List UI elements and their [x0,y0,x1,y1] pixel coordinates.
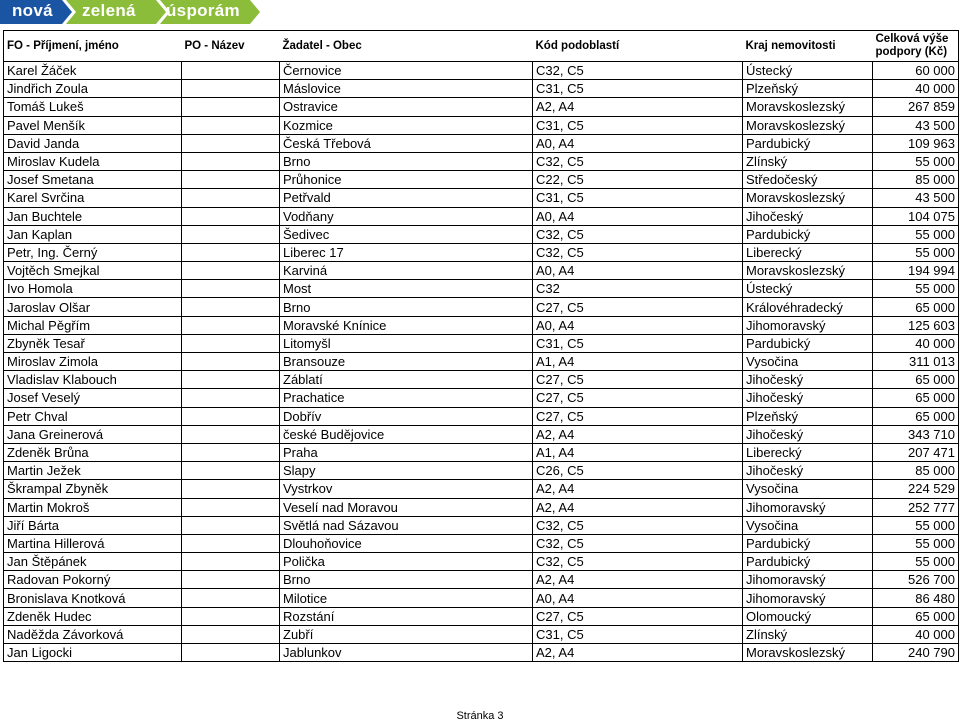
cell-municipality: české Budějovice [280,425,533,443]
table-row [4,189,959,207]
cell-total-support: 40 000 [873,334,959,352]
cell-po-name [182,298,280,316]
cell-subarea-code: C31, C5 [533,80,743,98]
cell-total-support: 65 000 [873,371,959,389]
cell-po-name [182,389,280,407]
subsidy-table [3,30,959,662]
table-row [4,62,959,80]
cell-subarea-code: C31, C5 [533,625,743,643]
header-fo-name: FO - Příjmení, jméno [4,31,182,62]
cell-fo-name: Martina Hillerová [4,534,182,552]
table-row [4,80,959,98]
cell-subarea-code: C27, C5 [533,407,743,425]
cell-municipality: Brno [280,298,533,316]
header-total-support: Celková výše podpory (Kč) [873,31,959,62]
cell-fo-name: Jaroslav Olšar [4,298,182,316]
cell-total-support: 55 000 [873,225,959,243]
cell-municipality: Máslovice [280,80,533,98]
cell-municipality: Kozmice [280,116,533,134]
cell-po-name [182,644,280,662]
table-row [4,262,959,280]
cell-subarea-code: C31, C5 [533,189,743,207]
cell-fo-name: Pavel Menšík [4,116,182,134]
cell-region: Ústecký [743,280,873,298]
cell-po-name [182,462,280,480]
cell-subarea-code: C32 [533,280,743,298]
table-row [4,353,959,371]
cell-subarea-code: C26, C5 [533,462,743,480]
logo-word-3: úsporám [166,1,240,20]
cell-fo-name: Naděžda Závorková [4,625,182,643]
cell-fo-name: Bronislava Knotková [4,589,182,607]
cell-total-support: 40 000 [873,625,959,643]
cell-region: Vysočina [743,516,873,534]
cell-fo-name: Michal Pěgřím [4,316,182,334]
cell-municipality: Milotice [280,589,533,607]
cell-total-support: 60 000 [873,62,959,80]
cell-region: Moravskoslezský [743,189,873,207]
table-row [4,298,959,316]
cell-region: Moravskoslezský [743,116,873,134]
cell-total-support: 343 710 [873,425,959,443]
cell-fo-name: Josef Smetana [4,171,182,189]
cell-municipality: Jablunkov [280,644,533,662]
table-row [4,389,959,407]
table-row [4,534,959,552]
table-row [4,152,959,170]
cell-po-name [182,225,280,243]
cell-fo-name: Petr, Ing. Černý [4,243,182,261]
cell-region: Pardubický [743,553,873,571]
table-row [4,243,959,261]
cell-municipality: Polička [280,553,533,571]
logo-word-1: nová [12,1,53,20]
cell-municipality: Litomyšl [280,334,533,352]
cell-total-support: 252 777 [873,498,959,516]
cell-po-name [182,625,280,643]
cell-total-support: 240 790 [873,644,959,662]
cell-region: Pardubický [743,225,873,243]
cell-total-support: 267 859 [873,98,959,116]
table-row [4,462,959,480]
cell-total-support: 207 471 [873,443,959,461]
cell-fo-name: Martin Mokroš [4,498,182,516]
cell-total-support: 85 000 [873,171,959,189]
cell-subarea-code: A2, A4 [533,480,743,498]
cell-po-name [182,152,280,170]
cell-municipality: Prachatice [280,389,533,407]
cell-fo-name: David Janda [4,134,182,152]
cell-subarea-code: C27, C5 [533,389,743,407]
cell-municipality: Dlouhoňovice [280,534,533,552]
cell-municipality: Česká Třebová [280,134,533,152]
cell-po-name [182,571,280,589]
cell-region: Liberecký [743,443,873,461]
header-po-name: PO - Název [182,31,280,62]
cell-total-support: 65 000 [873,607,959,625]
cell-region: Ústecký [743,62,873,80]
cell-total-support: 109 963 [873,134,959,152]
cell-municipality: Slapy [280,462,533,480]
cell-region: Plzeňský [743,407,873,425]
cell-subarea-code: C27, C5 [533,371,743,389]
cell-fo-name: Miroslav Zimola [4,353,182,371]
cell-fo-name: Miroslav Kudela [4,152,182,170]
table-row [4,425,959,443]
table-row [4,225,959,243]
cell-total-support: 40 000 [873,80,959,98]
cell-municipality: Průhonice [280,171,533,189]
table-row [4,116,959,134]
cell-fo-name: Tomáš Lukeš [4,98,182,116]
cell-total-support: 55 000 [873,553,959,571]
cell-fo-name: Zbyněk Tesař [4,334,182,352]
cell-municipality: Záblatí [280,371,533,389]
cell-subarea-code: A0, A4 [533,134,743,152]
page-number: Stránka 3 [456,710,504,722]
cell-region: Liberecký [743,243,873,261]
cell-total-support: 55 000 [873,534,959,552]
cell-subarea-code: C32, C5 [533,534,743,552]
cell-fo-name: Vladislav Klabouch [4,371,182,389]
cell-total-support: 125 603 [873,316,959,334]
cell-region: Plzeňský [743,80,873,98]
cell-subarea-code: C22, C5 [533,171,743,189]
cell-total-support: 55 000 [873,280,959,298]
cell-region: Vysočina [743,353,873,371]
cell-subarea-code: A0, A4 [533,207,743,225]
cell-municipality: Světlá nad Sázavou [280,516,533,534]
cell-total-support: 65 000 [873,407,959,425]
cell-po-name [182,171,280,189]
cell-total-support: 55 000 [873,243,959,261]
cell-subarea-code: C32, C5 [533,62,743,80]
cell-municipality: Vodňany [280,207,533,225]
cell-municipality: Šedivec [280,225,533,243]
cell-total-support: 526 700 [873,571,959,589]
table-row [4,280,959,298]
cell-fo-name: Jindřich Zoula [4,80,182,98]
cell-municipality: Liberec 17 [280,243,533,261]
table-row [4,316,959,334]
cell-region: Středočeský [743,171,873,189]
cell-po-name [182,443,280,461]
table-body [4,62,959,662]
cell-region: Jihočeský [743,371,873,389]
cell-region: Pardubický [743,534,873,552]
cell-region: Jihočeský [743,462,873,480]
header-subarea-code: Kód podoblastí [533,31,743,62]
cell-subarea-code: A2, A4 [533,98,743,116]
cell-po-name [182,189,280,207]
cell-po-name [182,607,280,625]
cell-total-support: 194 994 [873,262,959,280]
cell-fo-name: Radovan Pokorný [4,571,182,589]
cell-po-name [182,498,280,516]
cell-fo-name: Vojtěch Smejkal [4,262,182,280]
cell-region: Jihomoravský [743,316,873,334]
cell-subarea-code: A2, A4 [533,498,743,516]
cell-subarea-code: C32, C5 [533,243,743,261]
table-row [4,334,959,352]
table-row [4,407,959,425]
cell-po-name [182,553,280,571]
cell-po-name [182,116,280,134]
cell-total-support: 104 075 [873,207,959,225]
logo-word-2: zelená [82,1,136,20]
cell-subarea-code: A0, A4 [533,316,743,334]
cell-fo-name: Jan Štěpánek [4,553,182,571]
cell-po-name [182,62,280,80]
cell-fo-name: Škrampal Zbyněk [4,480,182,498]
cell-region: Vysočina [743,480,873,498]
cell-po-name [182,407,280,425]
cell-region: Jihočeský [743,389,873,407]
cell-region: Moravskoslezský [743,262,873,280]
table-row [4,516,959,534]
cell-region: Pardubický [743,334,873,352]
cell-po-name [182,80,280,98]
cell-region: Jihočeský [743,207,873,225]
table-row [4,443,959,461]
table-row [4,134,959,152]
cell-subarea-code: A1, A4 [533,443,743,461]
cell-subarea-code: C32, C5 [533,225,743,243]
cell-municipality: Rozstání [280,607,533,625]
cell-po-name [182,516,280,534]
cell-region: Moravskoslezský [743,644,873,662]
cell-total-support: 55 000 [873,516,959,534]
table-row [4,589,959,607]
cell-region: Zlínský [743,152,873,170]
table-row [4,480,959,498]
cell-total-support: 311 013 [873,353,959,371]
program-logo [0,0,262,24]
cell-fo-name: Jan Kaplan [4,225,182,243]
cell-municipality: Černovice [280,62,533,80]
table-row [4,625,959,643]
cell-total-support: 55 000 [873,152,959,170]
cell-municipality: Brno [280,571,533,589]
cell-municipality: Most [280,280,533,298]
cell-subarea-code: A2, A4 [533,644,743,662]
cell-subarea-code: A2, A4 [533,571,743,589]
cell-fo-name: Jan Ligocki [4,644,182,662]
table-row [4,644,959,662]
cell-municipality: Bransouze [280,353,533,371]
cell-municipality: Ostravice [280,98,533,116]
cell-municipality: Dobřív [280,407,533,425]
cell-subarea-code: C32, C5 [533,553,743,571]
cell-region: Moravskoslezský [743,98,873,116]
table-row [4,371,959,389]
table-row [4,498,959,516]
cell-municipality: Karviná [280,262,533,280]
cell-region: Pardubický [743,134,873,152]
cell-region: Zlínský [743,625,873,643]
cell-po-name [182,262,280,280]
cell-municipality: Praha [280,443,533,461]
header-region: Kraj nemovitosti [743,31,873,62]
cell-subarea-code: C31, C5 [533,334,743,352]
cell-fo-name: Petr Chval [4,407,182,425]
cell-fo-name: Martin Ježek [4,462,182,480]
cell-subarea-code: C27, C5 [533,607,743,625]
cell-fo-name: Karel Žáček [4,62,182,80]
cell-region: Jihočeský [743,425,873,443]
cell-fo-name: Zdeněk Brůna [4,443,182,461]
table-row [4,607,959,625]
cell-po-name [182,371,280,389]
cell-fo-name: Jan Buchtele [4,207,182,225]
cell-municipality: Brno [280,152,533,170]
cell-po-name [182,280,280,298]
cell-region: Jihomoravský [743,498,873,516]
cell-municipality: Vystrkov [280,480,533,498]
header-municipality: Žadatel - Obec [280,31,533,62]
cell-total-support: 224 529 [873,480,959,498]
cell-po-name [182,534,280,552]
cell-subarea-code: A1, A4 [533,353,743,371]
cell-municipality: Petřvald [280,189,533,207]
cell-total-support: 86 480 [873,589,959,607]
cell-subarea-code: C32, C5 [533,152,743,170]
cell-municipality: Veselí nad Moravou [280,498,533,516]
cell-po-name [182,316,280,334]
table-row [4,98,959,116]
cell-po-name [182,134,280,152]
cell-subarea-code: A0, A4 [533,589,743,607]
cell-subarea-code: A2, A4 [533,425,743,443]
cell-subarea-code: C27, C5 [533,298,743,316]
cell-fo-name: Josef Veselý [4,389,182,407]
cell-po-name [182,425,280,443]
cell-subarea-code: C32, C5 [533,516,743,534]
cell-total-support: 43 500 [873,116,959,134]
cell-region: Královéhradecký [743,298,873,316]
cell-fo-name: Karel Svrčina [4,189,182,207]
cell-po-name [182,207,280,225]
cell-po-name [182,334,280,352]
cell-fo-name: Ivo Homola [4,280,182,298]
cell-total-support: 65 000 [873,389,959,407]
cell-total-support: 85 000 [873,462,959,480]
cell-region: Olomoucký [743,607,873,625]
cell-fo-name: Jiří Bárta [4,516,182,534]
table-row [4,207,959,225]
table-row [4,571,959,589]
cell-region: Jihomoravský [743,589,873,607]
cell-po-name [182,243,280,261]
table-header-row [4,31,959,62]
cell-subarea-code: A0, A4 [533,262,743,280]
table-row [4,553,959,571]
cell-subarea-code: C31, C5 [533,116,743,134]
table-row [4,171,959,189]
cell-po-name [182,589,280,607]
cell-municipality: Zubří [280,625,533,643]
cell-total-support: 43 500 [873,189,959,207]
cell-municipality: Moravské Knínice [280,316,533,334]
cell-fo-name: Zdeněk Hudec [4,607,182,625]
cell-fo-name: Jana Greinerová [4,425,182,443]
cell-region: Jihomoravský [743,571,873,589]
cell-po-name [182,98,280,116]
cell-total-support: 65 000 [873,298,959,316]
cell-po-name [182,353,280,371]
cell-po-name [182,480,280,498]
